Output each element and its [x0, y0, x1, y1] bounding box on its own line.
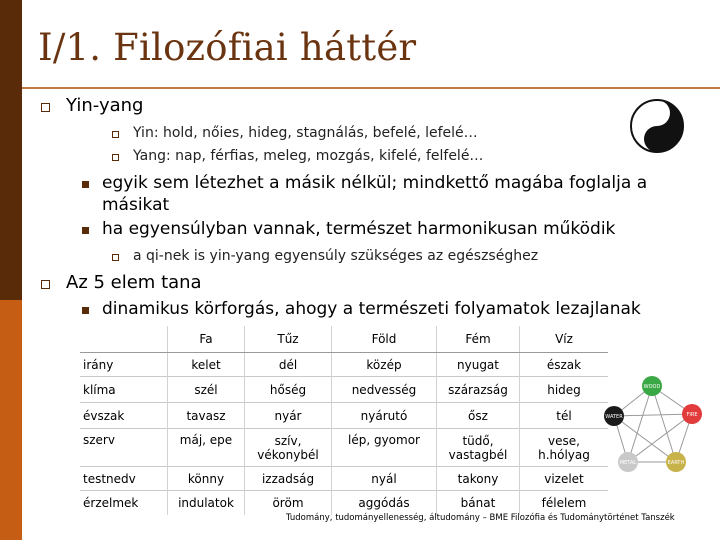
node-water-label: WATER	[605, 414, 623, 420]
table-cell: tavasz	[168, 403, 245, 429]
table-cell: máj, epe	[168, 429, 245, 467]
table-cell: kelet	[168, 353, 245, 377]
table-cell: szív, vékonybél	[245, 429, 332, 467]
left-accent-bar-dark	[0, 0, 22, 300]
table-cell: izzadság	[245, 467, 332, 491]
yinyang-icon	[626, 95, 688, 157]
table-column-header: Víz	[520, 326, 609, 353]
table-corner-cell	[80, 326, 168, 353]
table-cell: lép, gyomor	[332, 429, 437, 467]
bullet-filled-icon	[82, 307, 89, 314]
table-cell: ősz	[437, 403, 520, 429]
table-cell: vizelet	[520, 467, 609, 491]
table-column-header: Fa	[168, 326, 245, 353]
node-metal	[618, 452, 638, 472]
bullet-square-icon	[41, 103, 50, 112]
table-cell: nyár	[245, 403, 332, 429]
table-cell: öröm	[245, 491, 332, 515]
table-row	[80, 429, 608, 467]
node-fire	[682, 404, 702, 424]
table-cell: hőség	[245, 377, 332, 403]
bullet-square-icon	[112, 154, 119, 161]
left-accent-bar-light	[0, 300, 22, 540]
table-row	[80, 353, 608, 377]
table-cell: tüdő, vastagbél	[437, 429, 520, 467]
table-column-header: Tűz	[245, 326, 332, 353]
slide-title: I/1. Filozófiai háttér	[38, 26, 417, 69]
node-wood-label: WOOD	[643, 384, 661, 390]
node-water	[604, 406, 624, 426]
table-row-label: érzelmek	[80, 491, 168, 515]
table-cell: közép	[332, 353, 437, 377]
table-cell: hideg	[520, 377, 609, 403]
node-wood	[642, 376, 662, 396]
table-column-header: Fém	[437, 326, 520, 353]
table-cell: nedvesség	[332, 377, 437, 403]
bullet-filled-icon	[82, 181, 89, 188]
table-row	[80, 467, 608, 491]
table-row-label: szerv	[80, 429, 168, 467]
five-elements-table	[80, 326, 608, 515]
table-row-label: klíma	[80, 377, 168, 403]
bullet-square-icon	[112, 254, 119, 261]
table-row-label: irány	[80, 353, 168, 377]
table-cell: félelem	[520, 491, 609, 515]
table-row	[80, 491, 608, 515]
node-earth-label: EARTH	[667, 460, 685, 466]
table-row	[80, 403, 608, 429]
yin-description: Yin: hold, nőies, hideg, stagnálás, befelé, lefelé…	[133, 125, 478, 141]
bullet-square-icon	[112, 131, 119, 138]
table-cell: nyál	[332, 467, 437, 491]
table-cell: tél	[520, 403, 609, 429]
balance-line: ha egyensúlyban vannak, természet harmonikusan működik	[102, 219, 616, 239]
table-cell: indulatok	[168, 491, 245, 515]
node-metal-label: METAL	[619, 460, 637, 466]
table-cell: könny	[168, 467, 245, 491]
five-elements-cycle-diagram	[600, 374, 712, 474]
table-cell: takony	[437, 467, 520, 491]
table-cell: észak	[520, 353, 609, 377]
table-row-label: évszak	[80, 403, 168, 429]
table-cell: dél	[245, 353, 332, 377]
qi-line: a qi-nek is yin-yang egyensúly szükséges az egészséghez	[133, 248, 539, 264]
table-cell: nyugat	[437, 353, 520, 377]
title-rule	[22, 87, 720, 89]
table-cell: nyárutó	[332, 403, 437, 429]
slide-footer: Tudomány, tudományellenesség, áltudomány – BME Filozófia és Tudománytörténet Tanszék	[286, 513, 675, 523]
table-header-row	[80, 326, 608, 353]
table-cell: szárazság	[437, 377, 520, 403]
cycle-lines	[614, 386, 692, 462]
yinyang-heading: Yin-yang	[66, 95, 144, 116]
table-cell: aggódás	[332, 491, 437, 515]
coexist-line-1: egyik sem létezhet a másik nélkül; mindkettő magába foglalja a	[102, 173, 648, 193]
table-row	[80, 377, 608, 403]
node-earth	[666, 452, 686, 472]
bullet-filled-icon	[82, 227, 89, 234]
table-column-header: Föld	[332, 326, 437, 353]
node-fire-label: FIRE	[686, 412, 698, 418]
table-cell: vese, h.hólyag	[520, 429, 609, 467]
yang-description: Yang: nap, férfias, meleg, mozgás, kifelé, felfelé…	[133, 148, 484, 164]
table-cell: bánat	[437, 491, 520, 515]
dynamic-cycle-line: dinamikus körforgás, ahogy a természeti folyamatok lezajlanak	[102, 299, 641, 319]
bullet-square-icon	[41, 280, 50, 289]
table-cell: szél	[168, 377, 245, 403]
coexist-line-2: másikat	[102, 195, 170, 215]
table-row-label: testnedv	[80, 467, 168, 491]
elements-heading: Az 5 elem tana	[66, 272, 202, 293]
